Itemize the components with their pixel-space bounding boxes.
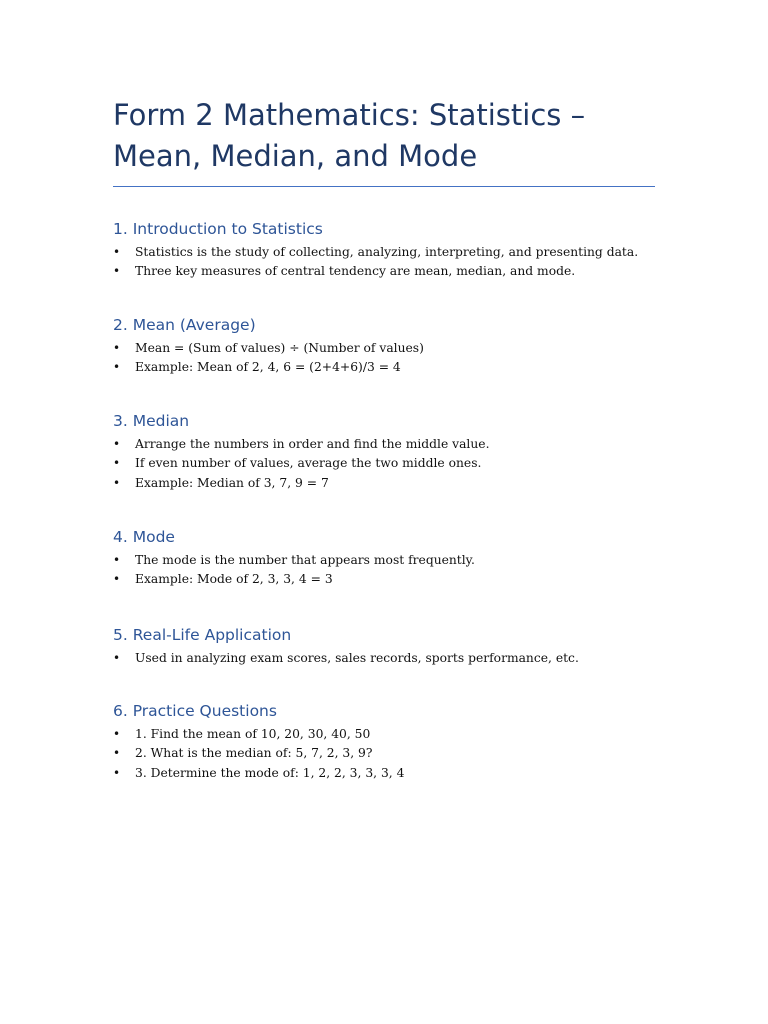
list-item bbox=[113, 551, 655, 570]
list-item bbox=[113, 339, 655, 358]
bullet-list bbox=[113, 725, 655, 783]
bullet-icon: • bbox=[113, 726, 121, 741]
list-item-text: The mode is the number that appears most frequently. bbox=[135, 553, 475, 568]
bullet-list bbox=[113, 649, 655, 668]
section-mode bbox=[113, 527, 655, 590]
section-heading: 2. Mean (Average) bbox=[113, 315, 256, 334]
list-item bbox=[113, 570, 655, 589]
list-item bbox=[113, 474, 655, 493]
bullet-icon: • bbox=[113, 264, 121, 279]
bullet-icon: • bbox=[113, 475, 121, 490]
list-item-text: Example: Median of 3, 7, 9 = 7 bbox=[135, 475, 329, 490]
list-item-text: Three key measures of central tendency are mean, median, and mode. bbox=[135, 264, 576, 279]
section-median bbox=[113, 411, 655, 493]
bullet-icon: • bbox=[113, 765, 121, 780]
section-heading: 5. Real-Life Application bbox=[113, 625, 292, 644]
list-item-text: Statistics is the study of collecting, analyzing, interpreting, and presenting data. bbox=[135, 245, 639, 259]
section-heading: 4. Mode bbox=[113, 528, 175, 547]
list-item bbox=[113, 764, 655, 783]
bullet-icon: • bbox=[113, 456, 121, 471]
list-item-text: Example: Mean of 2, 4, 6 = (2+4+6)/3 = 4 bbox=[135, 359, 401, 374]
section-heading: 6. Practice Questions bbox=[113, 701, 277, 720]
list-item bbox=[113, 649, 655, 668]
bullet-icon: • bbox=[113, 340, 121, 355]
list-item bbox=[113, 435, 655, 454]
section-heading: 1. Introduction to Statistics bbox=[113, 220, 323, 238]
list-item-text: Example: Mode of 2, 3, 3, 4 = 3 bbox=[135, 572, 333, 587]
list-item bbox=[113, 744, 655, 763]
bullet-list bbox=[113, 435, 655, 493]
bullet-icon: • bbox=[113, 553, 121, 568]
list-item bbox=[113, 358, 655, 377]
section-practice-questions bbox=[113, 701, 655, 783]
bullet-list bbox=[113, 551, 655, 590]
list-item-text: Mean = (Sum of values) ÷ (Number of values) bbox=[135, 340, 424, 355]
section-real-life-application bbox=[113, 625, 655, 668]
list-item-text: 3. Determine the mode of: 1, 2, 2, 3, 3, 3, 4 bbox=[135, 765, 405, 780]
section-introduction bbox=[113, 219, 655, 282]
section-heading: 3. Median bbox=[113, 412, 190, 431]
list-item bbox=[113, 454, 655, 473]
section-mean bbox=[113, 315, 655, 378]
list-item-text: 1. Find the mean of 10, 20, 30, 40, 50 bbox=[135, 726, 371, 741]
bullet-list bbox=[113, 339, 655, 378]
bullet-icon: • bbox=[113, 245, 121, 259]
list-item-text: Used in analyzing exam scores, sales records, sports performance, etc. bbox=[135, 650, 579, 665]
bullet-icon: • bbox=[113, 359, 121, 374]
list-item bbox=[113, 262, 655, 281]
bullet-list bbox=[113, 243, 655, 282]
page-title: Form 2 Mathematics: Statistics – Mean, Median, and Mode bbox=[113, 95, 655, 187]
bullet-icon: • bbox=[113, 572, 121, 587]
list-item-text: 2. What is the median of: 5, 7, 2, 3, 9? bbox=[135, 746, 373, 761]
list-item-text: If even number of values, average the two middle ones. bbox=[135, 456, 482, 471]
document-page bbox=[113, 95, 655, 783]
bullet-icon: • bbox=[113, 437, 121, 452]
list-item bbox=[113, 725, 655, 744]
bullet-icon: • bbox=[113, 650, 121, 665]
list-item bbox=[113, 243, 655, 262]
list-item-text: Arrange the numbers in order and find the middle value. bbox=[135, 437, 490, 452]
bullet-icon: • bbox=[113, 746, 121, 761]
